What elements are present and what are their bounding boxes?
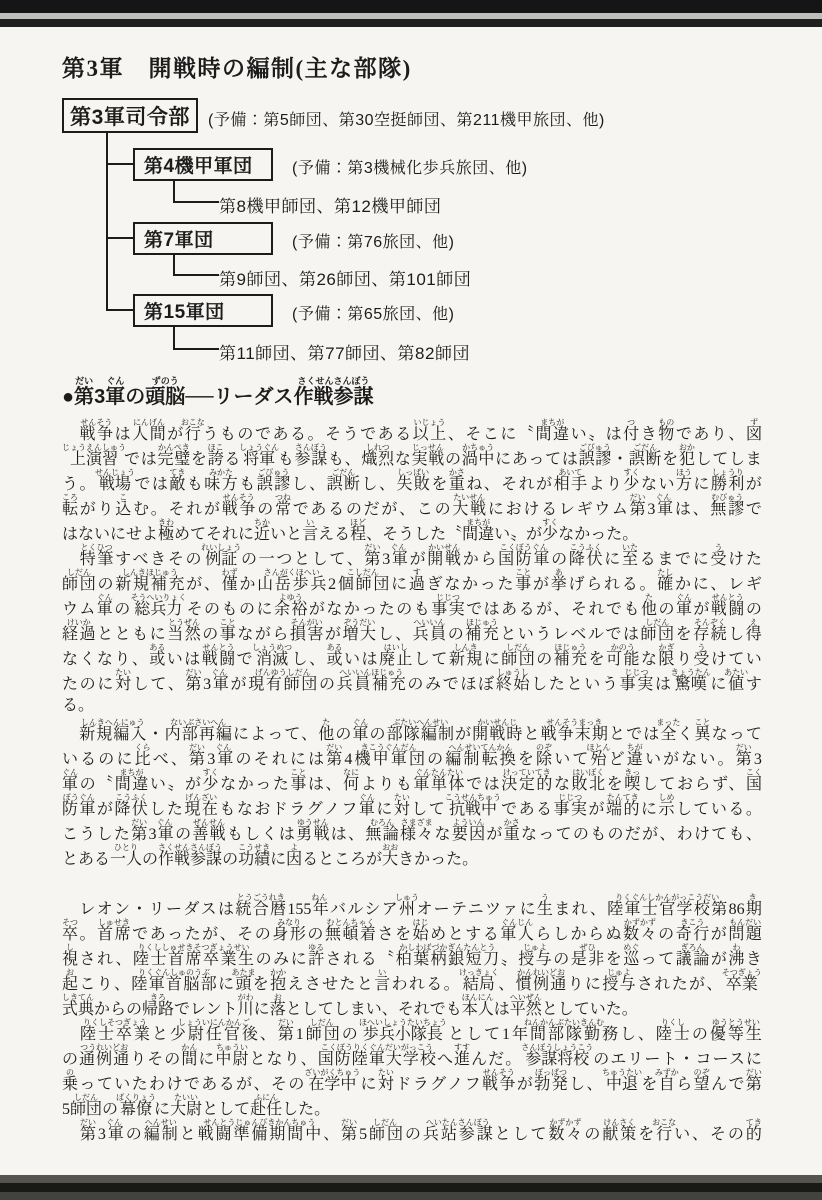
text-line: 戦争せんそうは人間にんげんが行おこなうものである。そうである以上いじょう、そこに〝間違まちがい〟は付つき物ものであり、図ず: [79, 418, 762, 443]
text-line: とある一人ひとりの作戦参謀さくせんさんぼうの功績こうせきに因よるところが大おおきかった。: [62, 843, 479, 868]
text-line: 第だい3軍ぐんの編制へんせいと戦闘準備期間中せんとうじゅんびきかんちゅう、第だい5師団しだんの兵站参謀へいたんさんぼうとして数々かずかずの献策けんさくを行おこない、その的てき: [79, 1118, 762, 1143]
paragraph: [62, 543, 762, 718]
text-line: 乗のっていたわけであるが、その在学中ざいがくちゅうに対たいドラグノフ戦争せんそうが勃発ぼっぱつし、中退ちゅうたいを自みずから望のぞんで第だい: [62, 1068, 762, 1093]
text-line: 軍ぐんの〝間違まちがい〟が少すくなかった事ことは、何なによりも軍単体ぐんたんたいでは決定的けっていてきな敗北はいぼくを喫きっしておらず、国こく: [62, 768, 762, 793]
text-line: ウム軍ぐんの総兵力そうへいりょくそのものに余裕よゆうがなかったのも事実じじつではあるが、それでも他たの軍ぐんが戦闘せんとうの: [62, 593, 762, 618]
connector-line: [106, 309, 133, 311]
text-line: の通例通つうれいどおりその間かんに中尉ちゅういとなり、国防陸軍大学校こくぼうりくぐんだいがっこうへ進すすんだ。参謀将校さんぼうしょうこうのエリート・コースに: [62, 1043, 762, 1068]
paragraph: [62, 893, 762, 1018]
org-chart: [62, 98, 762, 362]
org-corps-reserve-note: (予備：第65旅団、他): [292, 306, 455, 323]
connector-line: [173, 327, 175, 350]
text-line: 転ころがり込こむ。それが戦争せんそうの常つねであるのだが、この大戦たいせんにおけるレギウム第だい3軍ぐんは、無謬むびゅうで: [62, 493, 762, 518]
org-box-corps: 第7軍団: [133, 222, 273, 255]
page-top-border: [0, 0, 822, 28]
org-hq-reserve-note: (予備：第5師団、第30空挺師団、第211機甲旅団、他): [208, 112, 605, 129]
text-line: 特筆とくひつすべきその例証れいしょうの一つとして、第だい3軍ぐんが開戦かいせんから国防軍こくぼうぐんの降伏こうふくに至いたるまでに受うけた: [79, 543, 762, 568]
text-line: る。: [62, 697, 95, 714]
connector-line: [106, 237, 133, 239]
org-box-hq: [62, 98, 198, 133]
paragraph: [62, 1118, 762, 1143]
org-corps-divisions: 第11師団、第77師団、第82師団: [219, 344, 470, 363]
connector-line: [173, 274, 219, 276]
text-line: たのに対たいして、第だい3軍ぐんが現有師団げんゆうしだんの兵員補充へいいんほじゅうのみでほぼ終始しゅうししたという事実じじつは驚嘆きょうたんに値あたいす: [62, 668, 762, 693]
text-line: 視しされ、陸士首席卒業生りくししゅせきそつぎょうせいのみに許ゆるされる〝柏葉柄銀短刀かしわばづかぎんたんとう〟授与じゅよの是非ぜひを巡めぐって議論ぎろんが沸わき: [62, 943, 762, 968]
page-content: [62, 54, 762, 1143]
paragraph: [62, 1018, 762, 1118]
connector-line: [173, 201, 219, 203]
text-line: いるのに比くらべ、第だい3軍ぐんのそれには第だい4機甲軍団きこうぐんだんの編制転換へんせいてんかんを除のぞいて殆ほとんど違ちがいがない。第だい3: [62, 743, 762, 768]
text-line: 5師団しだんの幕僚ばくりょうに大尉たいいとして赴任ふにんした。: [62, 1093, 331, 1118]
text-line: 陸士卒業りくしそつぎょうと少尉任官後しょういにんかんご、第だい1師団しだんの歩兵小隊長ほへいしょうたいちょうとして1年間部隊勤務ねんかんぶたいきんむし、陸士りくしの優等生ゆうとうせい: [79, 1018, 762, 1043]
org-box-hq-label: 第3軍司令部: [70, 105, 190, 129]
text-line: 師団しだんの新規補充しんきほじゅうが、僅わずか山岳歩兵さんがくほへい2個師団こしだんに過すぎなかった事ことが挙あげられる。確たしかに、レギ: [62, 568, 762, 593]
text-line: 上演習じょうえんしゅうでは完璧かんぺきを誇ほこる将軍しょうぐんも参謀さんぼうも、熾烈しれつな実戦じっせんの渦中かちゅうにあっては誤謬ごびゅう・誤断ごだんを犯おかしてしま: [62, 443, 762, 468]
paragraph: [62, 418, 762, 543]
text-line: レオン・リーダスは統合暦とうごうれき155年ねんバルシア州しゅうオーテニツァに生うまれ、陸軍士官学校第りくぐんしかんがっこうだい86期き: [62, 893, 762, 918]
text-line: はないにせよ極きわめてそれに近ちかいと言いえる程ほど、そうした〝間違まちがい〟が少すくなかった。: [62, 518, 639, 543]
paragraph: [62, 718, 762, 868]
org-corps-divisions: 第9師団、第26師団、第101師団: [219, 270, 472, 289]
page-bottom-border: [0, 1173, 822, 1200]
text-line: 経過けいかとともに当然とうぜんの事ことながら損害そんがいが増大ぞうだいし、兵員へいいんの補充ほじゅうというレベルでは師団しだんを存続そんぞくし得え: [62, 618, 762, 643]
text-line: 式典しきてんからの帰路きろでレント川がわに落おとしてしまい、それでも本人ほんにんは平然へいぜんとしていた。: [62, 993, 638, 1018]
section-heading: ●第だい3軍ぐんの頭脳ずのう──リーダス作戦参謀さくせんさんぼう: [62, 376, 374, 408]
org-corps-reserve-note: (予備：第76旅団、他): [292, 234, 455, 251]
text-line: こうした第だい3軍ぐんの善戦ぜんせんもしくは勇戦ゆうせんは、無論むろん様々さまざまな要因よういんが重かさなってのものだが、わけても、: [62, 818, 762, 843]
article-body: [62, 418, 762, 1143]
connector-line: [173, 181, 175, 203]
text-line: 卒そつ。首席しゅせきであったが、その身形みなりの無頓着むとんちゃくさを始はじめとする軍人ぐんじんらしからぬ数々かずかずの奇行きこうが問題もんだい: [62, 918, 762, 943]
connector-line: [173, 348, 219, 350]
org-corps-divisions: 第8機甲師団、第12機甲師団: [219, 197, 442, 216]
connector-line: [173, 255, 175, 276]
org-box-corps: 第4機甲軍団: [133, 148, 273, 181]
org-corps-reserve-note: (予備：第3機械化歩兵旅団、他): [292, 160, 528, 177]
text-line: 防軍ぼうぐんが降伏こうふくした現在げんざいもなおドラグノフ軍ぐんに対たいして抗戦中こうせんちゅうである事実じじつが端的たんてきに示しめしている。: [62, 793, 762, 818]
org-box-corps: 第15軍団: [133, 294, 273, 327]
text-line: 新規編入しんきへんにゅう・内部再編ないぶさいへんによって、他たの軍ぐんの部隊編制ぶたいへんせいが開戦時かいせんじと戦争末期せんそうまっきとでは全まったく異ことなって: [79, 718, 762, 743]
page-title: 第3軍 開戦時の編制(主な部隊): [62, 56, 412, 81]
text-line: なくなり、或あるいは戦闘せんとうで消滅しょうめつし、或あるいは廃止はいしして新規しんきに師団しだんの補充ほじゅうを可能かのうな限かぎり受うけてい: [62, 643, 762, 668]
text-line: 起おこり、陸軍首脳部りくぐんしゅのうぶに頭あたまを抱かかえさせたと言いわれる。結局けっきょく、慣例通かんれいどおりに授与じゅよされたが、卒業そつぎょう: [62, 968, 762, 993]
connector-line: [106, 163, 133, 165]
connector-line: [106, 133, 108, 311]
text-line: う。戦場せんじょうでは敵てきも味方みかたも誤謬ごびゅうし、誤断ごだんし、失敗しっぱいを重かさね、それが相手あいてより少すくない方ほうに勝利しょうりが: [62, 468, 762, 493]
